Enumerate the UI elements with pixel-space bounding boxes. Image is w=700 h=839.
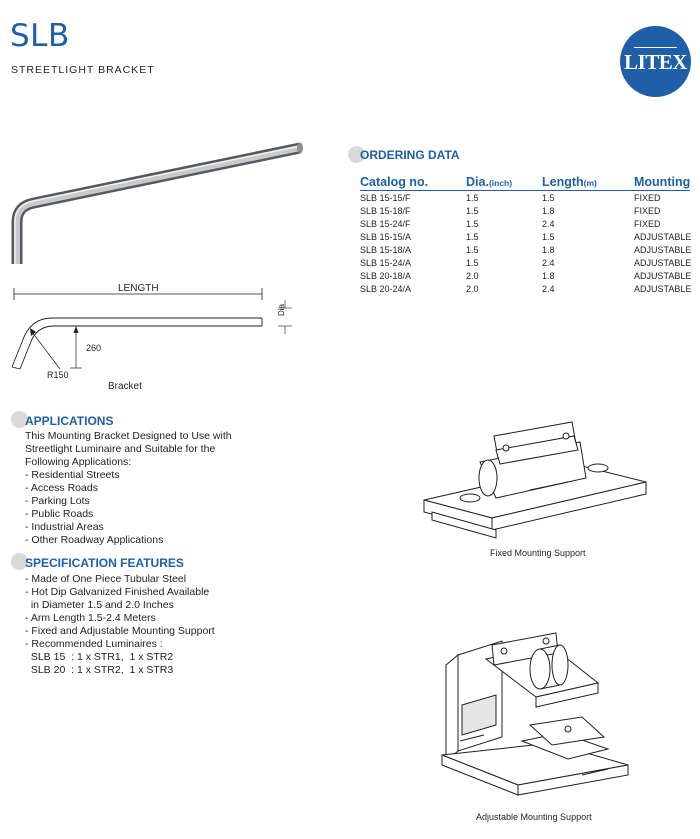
col-dia: Dia.(inch) xyxy=(466,175,513,189)
table-row: SLB 15-18/F 1.5 1.8 FIXED xyxy=(360,206,661,216)
bracket-drawing xyxy=(0,270,320,400)
table-divider xyxy=(360,190,690,191)
col-catalog: Catalog no. xyxy=(360,175,429,189)
list-item: SLB 20 : 1 x STR2, 1 x STR3 xyxy=(25,664,174,676)
adjustable-mounting-caption: Adjustable Mounting Support xyxy=(476,812,592,822)
list-item: - Other Roadway Applications xyxy=(25,534,164,546)
col-mounting: Mounting xyxy=(634,175,691,189)
height-label: 260 xyxy=(86,343,102,353)
table-row: SLB 15-24/A 1.5 2.4 ADJUSTABLE xyxy=(360,258,692,268)
table-row: SLB 15-24/F 1.5 2.4 FIXED xyxy=(360,219,661,229)
ordering-table xyxy=(360,192,692,296)
applications-heading: APPLICATIONS xyxy=(25,414,114,428)
table-row: SLB 20-18/A 2.0 1.8 ADJUSTABLE xyxy=(360,271,692,281)
list-item: - Parking Lots xyxy=(25,495,90,507)
table-row: SLB 15-18/A 1.5 1.8 ADJUSTABLE xyxy=(360,245,692,255)
col-length: Length(m) xyxy=(542,175,597,189)
list-item: - Arm Length 1.5-2.4 Meters xyxy=(25,612,156,624)
adjustable-mounting-illustration xyxy=(432,625,637,805)
applications-text: This Mounting Bracket Designed to Use with Streetlight Luminaire and Suitable for the Following Applications: - Residential Streets - Access Roads - Parking Lots - Public Roads - Industrial Areas - Other Roadway Applications xyxy=(25,430,232,546)
table-row: SLB 20-24/A 2.0 2.4 ADJUSTABLE xyxy=(360,284,692,294)
specification-text xyxy=(25,573,215,677)
length-label: LENGTH xyxy=(118,283,159,294)
list-item: in Diameter 1.5 and 2.0 Inches xyxy=(25,599,174,611)
table-row: SLB 15-15/A 1.5 1.5 ADJUSTABLE xyxy=(360,232,692,242)
list-item: - Public Roads xyxy=(25,508,94,520)
list-item: - Access Roads xyxy=(25,482,98,494)
bracket-caption: Bracket xyxy=(108,381,142,392)
ordering-heading: ORDERING DATA xyxy=(360,148,460,162)
list-item: - Recommended Luminaires : xyxy=(25,638,163,650)
list-item: - Residential Streets xyxy=(25,469,120,481)
list-item: - Made of One Piece Tubular Steel xyxy=(25,573,187,585)
table-row: SLB 15-15/F 1.5 1.5 FIXED xyxy=(360,193,661,203)
page-subtitle: STREETLIGHT BRACKET xyxy=(11,64,155,76)
fixed-mounting-caption: Fixed Mounting Support xyxy=(490,548,586,558)
page-title: SLB xyxy=(10,18,70,54)
specification-heading: SPECIFICATION FEATURES xyxy=(25,556,184,570)
fixed-mounting-illustration xyxy=(410,420,660,550)
list-item: SLB 15 : 1 x STR1, 1 x STR2 xyxy=(25,651,174,663)
list-item: - Fixed and Adjustable Mounting Support xyxy=(25,625,215,637)
logo-text: LITEX xyxy=(620,50,691,75)
dia-label: Dia xyxy=(277,303,286,316)
list-item: - Hot Dip Galvanized Finished Available xyxy=(25,586,210,598)
radius-label: R150 xyxy=(47,370,69,380)
list-item: - Industrial Areas xyxy=(25,521,104,533)
